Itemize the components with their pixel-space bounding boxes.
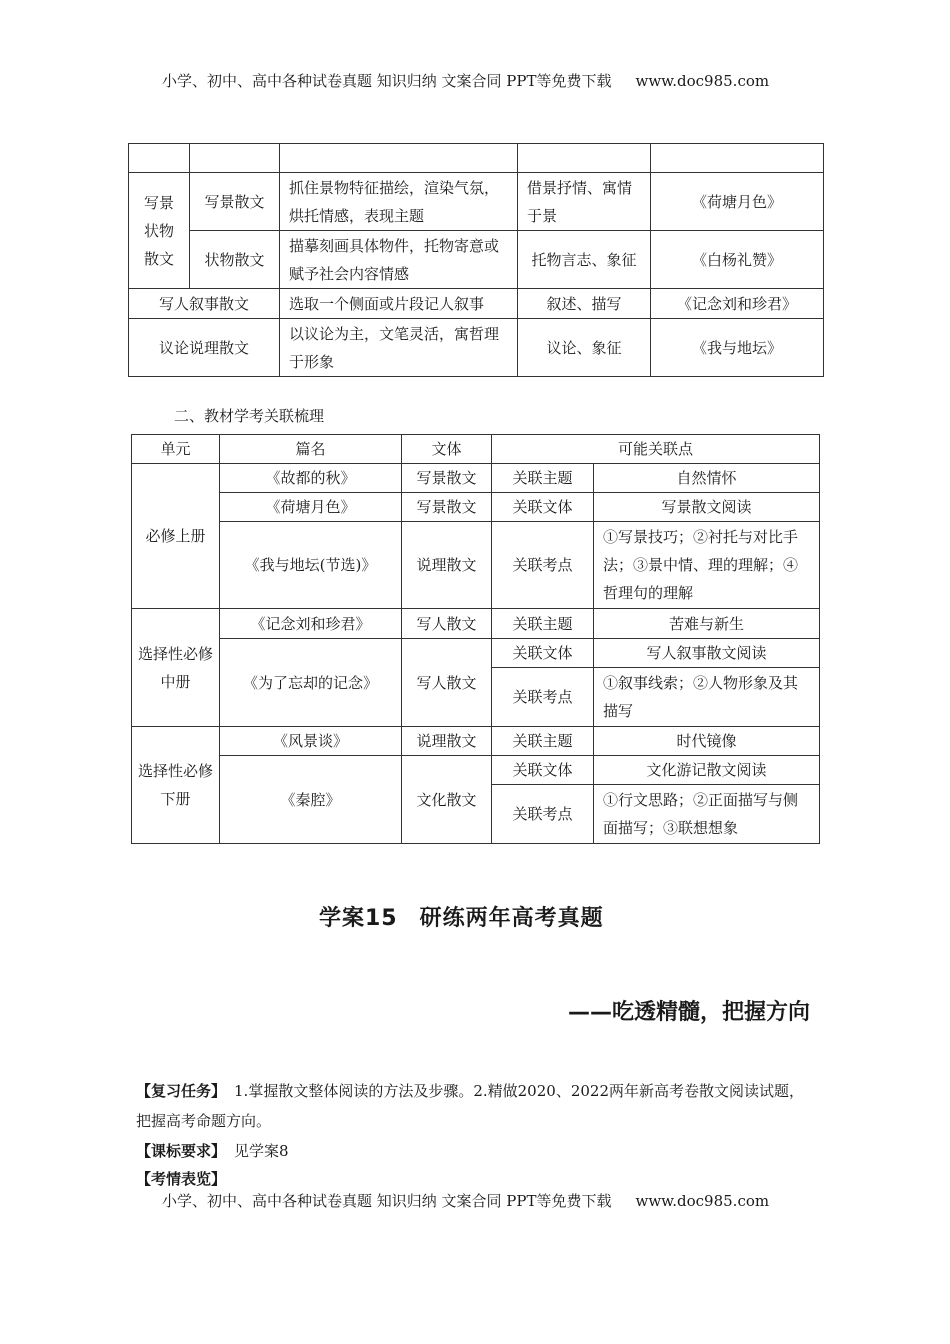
title-cell: 《记念刘和珍君》 <box>220 609 402 639</box>
table-row <box>132 727 820 756</box>
genre-cell: 说理散文 <box>402 522 492 609</box>
method-cell: 议论、象征 <box>518 319 651 377</box>
textbook-link-table <box>131 434 820 844</box>
title-cell: 《为了忘却的记念》 <box>220 639 402 727</box>
example-cell: 《记念刘和珍君》 <box>651 289 824 319</box>
method-cell: 叙述、描写 <box>518 289 651 319</box>
lesson-label: 学案15 <box>319 906 398 931</box>
point-cell: 文化游记散文阅读 <box>594 756 820 785</box>
review-label: 【复习任务】 <box>136 1082 227 1100</box>
table-row <box>132 464 820 493</box>
type-cell: 写人叙事散文 <box>129 289 280 319</box>
type-cell: 议论说理散文 <box>129 319 280 377</box>
point-cell: 自然情怀 <box>594 464 820 493</box>
method-cell: 托物言志、象征 <box>518 231 651 289</box>
point-cell: 写人叙事散文阅读 <box>594 639 820 668</box>
header-cell: 文体 <box>402 435 492 464</box>
example-cell: 《荷塘月色》 <box>651 173 824 231</box>
feature-cell: 以议论为主，文笔灵活，寓哲理于形象 <box>280 319 518 377</box>
table-header-row <box>132 435 820 464</box>
link-cell: 关联主题 <box>492 609 594 639</box>
header-cell: 单元 <box>132 435 220 464</box>
point-cell: 写景散文阅读 <box>594 493 820 522</box>
table-cell <box>651 144 824 173</box>
link-cell: 关联主题 <box>492 464 594 493</box>
table-row <box>132 609 820 639</box>
group-cell: 写景状物散文 <box>129 173 190 289</box>
header-cell: 篇名 <box>220 435 402 464</box>
link-cell: 关联文体 <box>492 639 594 668</box>
link-cell: 关联文体 <box>492 756 594 785</box>
section-title: 二、教材学考关联梳理 <box>174 407 325 425</box>
link-cell: 关联文体 <box>492 493 594 522</box>
exam-label: 【考情表览】 <box>136 1170 227 1188</box>
standard-text: 见学案8 <box>234 1142 289 1160</box>
title-cell: 《我与地坛(节选)》 <box>220 522 402 609</box>
table-row <box>132 639 820 668</box>
type-cell: 状物散文 <box>190 231 280 289</box>
genre-cell: 写景散文 <box>402 493 492 522</box>
page-footer <box>162 1190 769 1211</box>
title-cell: 《风景谈》 <box>220 727 402 756</box>
review-task-paragraph <box>136 1076 816 1136</box>
table-cell <box>190 144 280 173</box>
example-cell: 《白杨礼赞》 <box>651 231 824 289</box>
header-text: 小学、初中、高中各种试卷真题 知识归纳 文案合同 PPT等免费下载 <box>162 72 612 90</box>
link-cell: 关联考点 <box>492 785 594 844</box>
lesson-title <box>319 901 604 932</box>
review-text: 1.掌握散文整体阅读的方法及步骤。2.精做2020、2022两年新高考卷散文阅读试题，把握高考命题方向。 <box>136 1082 804 1130</box>
table-cell <box>129 144 190 173</box>
genre-cell: 写人散文 <box>402 609 492 639</box>
genre-cell: 文化散文 <box>402 756 492 844</box>
feature-cell: 抓住景物特征描绘，渲染气氛，烘托情感，表现主题 <box>280 173 518 231</box>
link-cell: 关联考点 <box>492 522 594 609</box>
title-cell: 《秦腔》 <box>220 756 402 844</box>
type-cell: 写景散文 <box>190 173 280 231</box>
link-cell: 关联主题 <box>492 727 594 756</box>
standard-label: 【课标要求】 <box>136 1142 227 1160</box>
title-cell: 《荷塘月色》 <box>220 493 402 522</box>
header-cell: 可能关联点 <box>492 435 820 464</box>
essay-type-table <box>128 143 824 377</box>
point-cell: ①写景技巧；②衬托与对比手法；③景中情、理的理解；④哲理句的理解 <box>594 522 820 609</box>
table-row <box>129 173 824 231</box>
genre-cell: 说理散文 <box>402 727 492 756</box>
table-row <box>132 493 820 522</box>
page-header <box>162 70 769 91</box>
genre-cell: 写人散文 <box>402 639 492 727</box>
footer-url: www.doc985.com <box>635 1192 770 1210</box>
point-cell: 时代镜像 <box>594 727 820 756</box>
method-cell: 借景抒情、寓情于景 <box>518 173 651 231</box>
point-cell: ①行文思路；②正面描写与侧面描写；③联想想象 <box>594 785 820 844</box>
table-row <box>132 756 820 785</box>
genre-cell: 写景散文 <box>402 464 492 493</box>
table-cell <box>518 144 651 173</box>
point-cell: ①叙事线索；②人物形象及其描写 <box>594 668 820 727</box>
footer-text: 小学、初中、高中各种试卷真题 知识归纳 文案合同 PPT等免费下载 <box>162 1192 612 1210</box>
table-row <box>129 319 824 377</box>
point-cell: 苦难与新生 <box>594 609 820 639</box>
table-row <box>129 231 824 289</box>
unit-cell: 选择性必修中册 <box>132 609 220 727</box>
feature-cell: 描摹刻画具体物件，托物寄意或赋予社会内容情感 <box>280 231 518 289</box>
table-row <box>132 522 820 609</box>
title-cell: 《故都的秋》 <box>220 464 402 493</box>
standard-paragraph <box>136 1136 289 1166</box>
table-cell <box>280 144 518 173</box>
lesson-subtitle: ——吃透精髓，把握方向 <box>567 1000 810 1025</box>
header-url: www.doc985.com <box>635 72 770 90</box>
table-row <box>129 289 824 319</box>
unit-cell: 选择性必修下册 <box>132 727 220 844</box>
feature-cell: 选取一个侧面或片段记人叙事 <box>280 289 518 319</box>
example-cell: 《我与地坛》 <box>651 319 824 377</box>
lesson-title-text: 研练两年高考真题 <box>419 906 604 931</box>
table-row <box>129 144 824 173</box>
unit-cell: 必修上册 <box>132 464 220 609</box>
link-cell: 关联考点 <box>492 668 594 727</box>
